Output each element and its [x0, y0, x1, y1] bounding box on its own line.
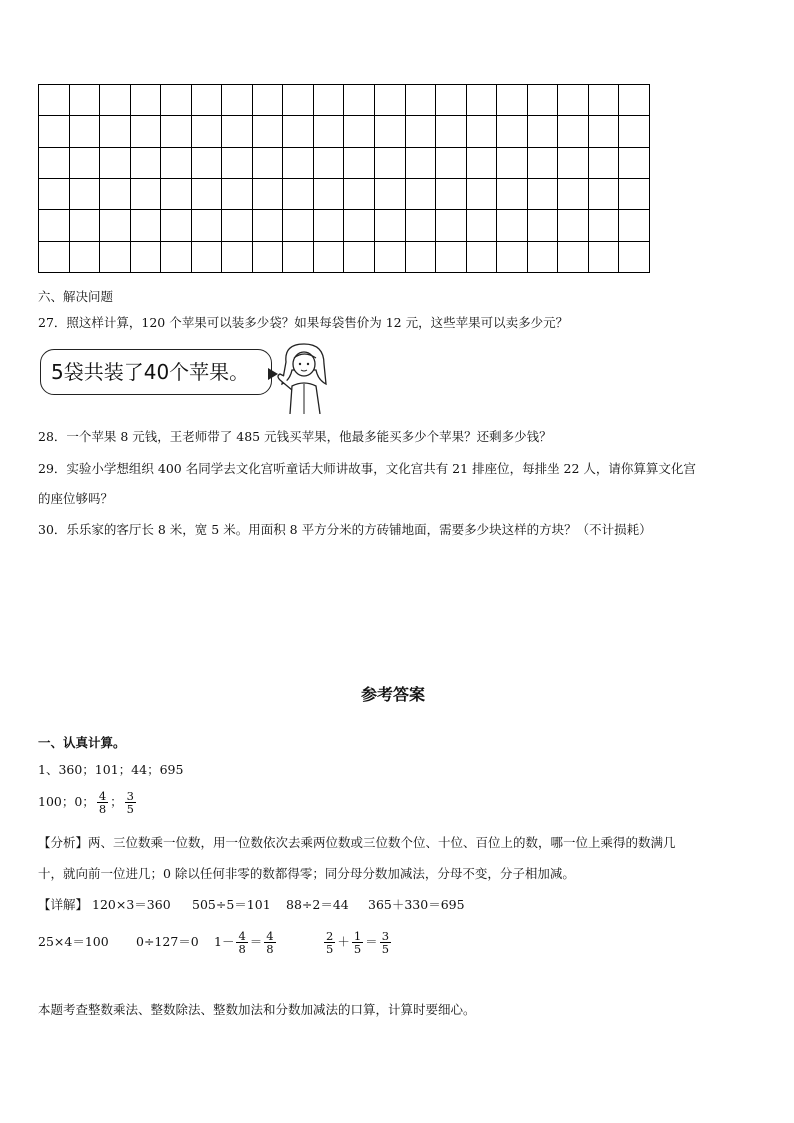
grid-cell: [69, 241, 100, 272]
grid-cell: [497, 178, 528, 209]
grid-cell: [130, 210, 161, 241]
grid-cell: [436, 147, 467, 178]
section-heading: 六、解决问题: [38, 289, 114, 304]
grid-cell: [527, 116, 558, 147]
grid-cell: [313, 241, 344, 272]
grid-cell: [130, 241, 161, 272]
grid-row: [39, 147, 650, 178]
fraction-4-8: $\frac{4}{8}$: [98, 788, 107, 816]
grid-cell: [558, 178, 589, 209]
detail-eq-3: 88÷2＝44: [286, 897, 349, 912]
grid-cell: [100, 116, 131, 147]
grid-cell: [527, 241, 558, 272]
part1-heading: 一、认真计算。: [38, 735, 126, 750]
grid-cell: [436, 241, 467, 272]
grid-cell: [619, 85, 650, 116]
detail-eq-1: 120×3＝360: [92, 897, 171, 912]
grid-cell: [191, 116, 222, 147]
grid-cell: [313, 85, 344, 116]
grid-cell: [344, 210, 375, 241]
grid-cell: [283, 116, 314, 147]
grid-cell: [191, 241, 222, 272]
girl-illustration-icon: [272, 340, 338, 414]
grid-cell: [375, 241, 406, 272]
grid-cell: [405, 241, 436, 272]
grid-cell: [161, 85, 192, 116]
grid-cell: [130, 178, 161, 209]
grid-cell: [252, 147, 283, 178]
grid-cell: [497, 147, 528, 178]
grid-cell: [375, 210, 406, 241]
detail-eq-2: 505÷5＝101: [192, 897, 271, 912]
grid-cell: [222, 210, 253, 241]
grid-cell: [313, 147, 344, 178]
question-27: 27．照这样计算，120 个苹果可以装多少袋？如果每袋售价为 12 元，这些苹果可以卖多少元？: [38, 315, 569, 330]
grid-cell: [161, 210, 192, 241]
grid-cell: [222, 241, 253, 272]
answer-line-2: [38, 782, 138, 822]
grid-cell: [375, 116, 406, 147]
grid-cell: [588, 178, 619, 209]
grid-cell: [344, 147, 375, 178]
grid-cell: [588, 241, 619, 272]
fraction-4-8: $\frac{4}{8}$: [238, 928, 246, 956]
grid-cell: [558, 210, 589, 241]
grid-cell: [497, 241, 528, 272]
detail-eq-5: 25×4＝100: [38, 934, 109, 949]
grid-cell: [405, 210, 436, 241]
grid-cell: [405, 178, 436, 209]
grid-cell: [558, 116, 589, 147]
grid-cell: [313, 116, 344, 147]
grid-cell: [100, 241, 131, 272]
grid-cell: [39, 147, 70, 178]
fraction-1-5: $\frac{1}{5}$: [353, 928, 362, 956]
detail-eq-8: $\frac{2}{5}$ ＋ $\frac{1}{5}$ ＝ $\frac{3}{5}$: [326, 928, 390, 956]
grid-cell: [313, 210, 344, 241]
grid-cell: [191, 147, 222, 178]
grid-cell: [588, 210, 619, 241]
grid-cell: [130, 147, 161, 178]
grid-cell: [191, 85, 222, 116]
grid-cell: [375, 147, 406, 178]
grid-cell: [527, 178, 558, 209]
grid-row: [39, 241, 650, 272]
detail-eq-6: 0÷127＝0: [136, 934, 199, 949]
grid-cell: [39, 241, 70, 272]
grid-cell: [222, 147, 253, 178]
grid-cell: [161, 178, 192, 209]
grid-row: [39, 210, 650, 241]
grid-cell: [436, 210, 467, 241]
grid-row: [39, 116, 650, 147]
grid-cell: [497, 210, 528, 241]
grid-cell: [69, 85, 100, 116]
grid-cell: [344, 241, 375, 272]
grid-row: [39, 178, 650, 209]
grid-cell: [130, 85, 161, 116]
question-30: 30．乐乐家的客厅长 8 米，宽 5 米。用面积 8 平方分米的方砖铺地面，需要多少块这样的方块？（不计损耗）: [38, 522, 652, 537]
grid-cell: [100, 147, 131, 178]
grid-cell: [283, 147, 314, 178]
question-29: 29．实验小学想组织 400 名同学去文化宫听童话大师讲故事，文化宫共有 21 排座位，每排坐 22 人，请你算算文化宫: [38, 461, 696, 476]
grid-cell: [436, 116, 467, 147]
grid-cell: [100, 178, 131, 209]
grid-cell: [161, 116, 192, 147]
grid-cell: [344, 85, 375, 116]
grid-cell: [313, 178, 344, 209]
grid-cell: [283, 178, 314, 209]
grid-cell: [69, 147, 100, 178]
grid-cell: [527, 147, 558, 178]
detail-eq-7: 1－ $\frac{4}{8}$ ＝ $\frac{4}{8}$: [214, 928, 274, 956]
detail-label: 【详解】: [38, 897, 89, 912]
grid-cell: [497, 116, 528, 147]
separator: ；: [110, 794, 123, 809]
grid-cell: [344, 116, 375, 147]
grid-cell: [375, 85, 406, 116]
speech-bubble: [40, 349, 272, 395]
grid-cell: [161, 241, 192, 272]
grid-cell: [252, 116, 283, 147]
grid-cell: [222, 116, 253, 147]
question-29-cont: 的座位够吗？: [38, 491, 114, 506]
grid-cell: [466, 85, 497, 116]
fraction-2-5: $\frac{2}{5}$: [326, 928, 334, 956]
grid-cell: [619, 241, 650, 272]
grid-cell: [619, 210, 650, 241]
grid-cell: [619, 178, 650, 209]
grid-cell: [252, 210, 283, 241]
grid-cell: [283, 210, 314, 241]
grid-cell: [436, 85, 467, 116]
grid-cell: [405, 116, 436, 147]
answer-title: 参考答案: [361, 685, 426, 704]
question-28: 28．一个苹果 8 元钱，王老师带了 485 元钱买苹果，他最多能买多少个苹果？还剩多少钱？: [38, 429, 552, 444]
grid-cell: [283, 241, 314, 272]
grid-cell: [252, 241, 283, 272]
summary: 本题考查整数乘法、整数除法、整数加法和分数加减法的口算，计算时要细心。: [38, 1002, 476, 1017]
grid-cell: [191, 210, 222, 241]
grid-cell: [252, 178, 283, 209]
grid-cell: [527, 210, 558, 241]
grid-cell: [39, 85, 70, 116]
speech-bubble-text: 5袋共装了40个苹果。: [51, 360, 250, 384]
grid-cell: [619, 147, 650, 178]
grid-row: [39, 85, 650, 116]
analysis-line-1: 【分析】两、三位数乘一位数，用一位数依次去乘两位数或三位数个位、十位、百位上的数，哪一位上乘得的数满几: [38, 835, 676, 850]
grid-cell: [588, 85, 619, 116]
grid-cell: [527, 85, 558, 116]
grid-cell: [588, 147, 619, 178]
detail-eq-4: 365＋330＝695: [368, 897, 465, 912]
fraction-4-8: $\frac{4}{8}$: [266, 928, 274, 956]
grid-cell: [39, 178, 70, 209]
fraction-3-5: $\frac{3}{5}$: [126, 788, 134, 816]
grid-cell: [466, 116, 497, 147]
grid-cell: [100, 85, 131, 116]
grid-cell: [497, 85, 528, 116]
grid-cell: [405, 147, 436, 178]
grid-cell: [283, 85, 314, 116]
grid-cell: [100, 210, 131, 241]
grid-cell: [558, 85, 589, 116]
grid-cell: [436, 178, 467, 209]
grid-cell: [466, 178, 497, 209]
grid-cell: [39, 116, 70, 147]
answer-line-1: 1、360；101；44；695: [38, 762, 184, 777]
grid-cell: [588, 116, 619, 147]
grid-cell: [130, 116, 161, 147]
answer-line-2-prefix: 100；0；: [38, 794, 95, 809]
grid-cell: [222, 85, 253, 116]
grid-cell: [466, 147, 497, 178]
grid-cell: [191, 178, 222, 209]
grid-cell: [69, 210, 100, 241]
grid-cell: [619, 116, 650, 147]
grid-cell: [252, 85, 283, 116]
grid-cell: [344, 178, 375, 209]
grid-cell: [69, 116, 100, 147]
fraction-3-5: $\frac{3}{5}$: [381, 928, 390, 956]
grid-cell: [69, 178, 100, 209]
grid-cell: [466, 210, 497, 241]
grid-cell: [39, 210, 70, 241]
grid-cell: [558, 147, 589, 178]
grid-cell: [466, 241, 497, 272]
writing-grid: [38, 84, 650, 273]
grid-cell: [161, 147, 192, 178]
grid-cell: [222, 178, 253, 209]
grid-cell: [558, 241, 589, 272]
grid-cell: [405, 85, 436, 116]
analysis-line-2: 十，就向前一位进几；0 除以任何非零的数都得零；同分母分数加减法，分母不变，分子相加减。: [38, 866, 575, 881]
grid-cell: [375, 178, 406, 209]
